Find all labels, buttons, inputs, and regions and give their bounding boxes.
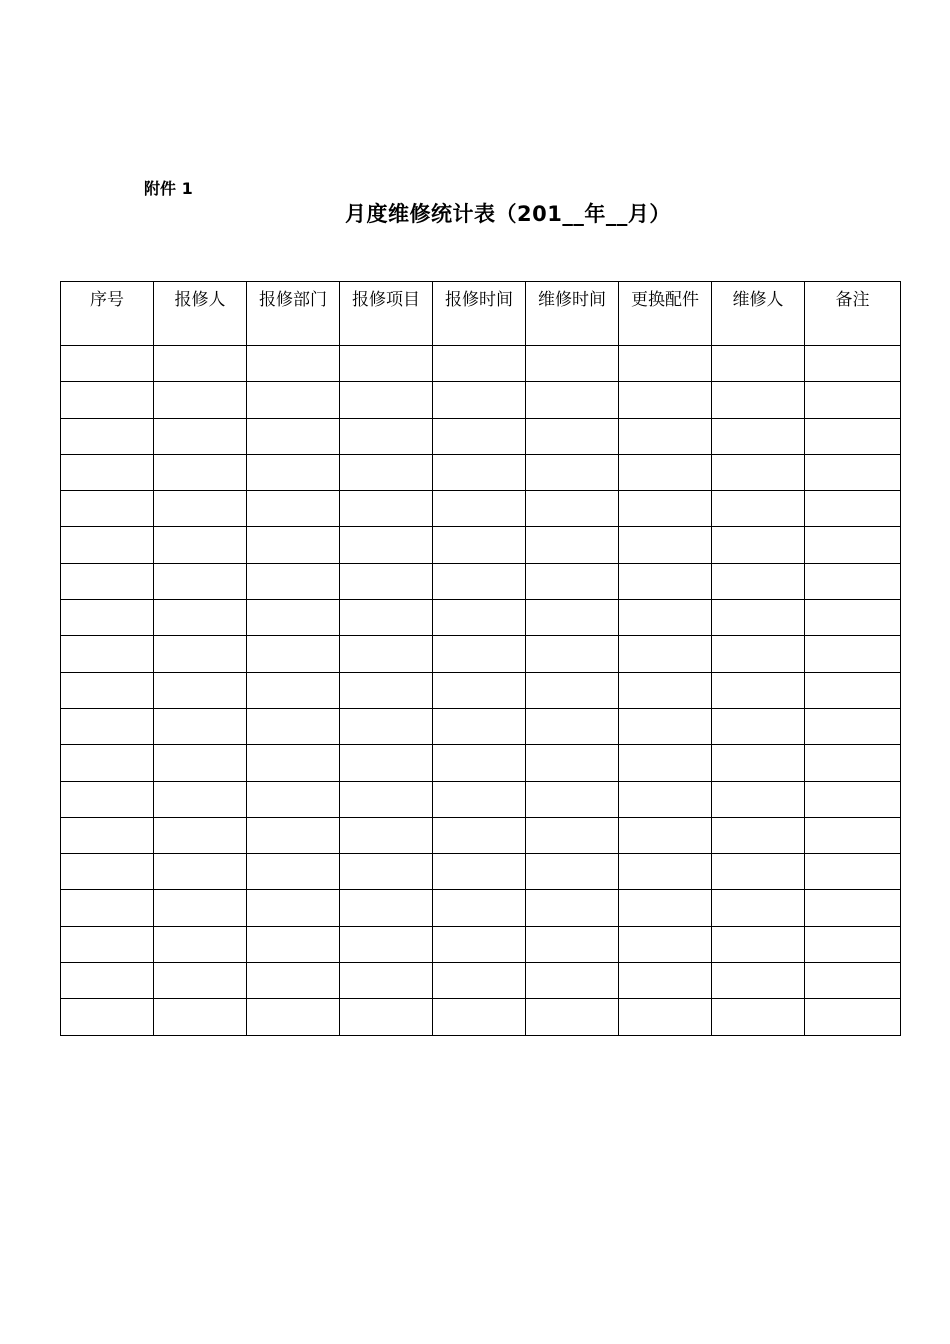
table-cell[interactable] <box>247 854 340 890</box>
table-cell[interactable] <box>526 346 619 382</box>
table-cell[interactable] <box>619 600 712 636</box>
table-cell[interactable] <box>526 890 619 926</box>
table-cell[interactable] <box>805 817 901 853</box>
table-cell[interactable] <box>712 382 805 418</box>
table-cell[interactable] <box>154 781 247 817</box>
table-header-row <box>61 282 901 346</box>
table-row <box>61 890 901 926</box>
table-cell[interactable] <box>433 563 526 599</box>
table-row <box>61 854 901 890</box>
table-cell[interactable] <box>619 346 712 382</box>
table-cell[interactable] <box>247 563 340 599</box>
table-cell[interactable] <box>340 708 433 744</box>
table-cell[interactable] <box>247 999 340 1035</box>
table-cell[interactable] <box>805 636 901 672</box>
table-cell[interactable] <box>154 600 247 636</box>
table-row <box>61 454 901 490</box>
table-cell[interactable] <box>433 636 526 672</box>
table-cell[interactable] <box>247 600 340 636</box>
table-cell[interactable] <box>340 527 433 563</box>
table-cell[interactable] <box>433 708 526 744</box>
table-cell[interactable] <box>433 527 526 563</box>
table-cell[interactable] <box>526 781 619 817</box>
table-cell[interactable] <box>526 854 619 890</box>
table-cell[interactable] <box>247 817 340 853</box>
table-cell[interactable] <box>247 890 340 926</box>
table-cell[interactable] <box>526 563 619 599</box>
table-cell[interactable] <box>61 963 154 999</box>
table-row <box>61 382 901 418</box>
table-cell[interactable] <box>805 745 901 781</box>
table-cell[interactable] <box>526 527 619 563</box>
table-cell[interactable] <box>61 600 154 636</box>
table-cell[interactable] <box>154 854 247 890</box>
table-cell[interactable] <box>805 672 901 708</box>
table-cell[interactable] <box>433 418 526 454</box>
header-repair-time: 维修时间 <box>526 282 619 346</box>
table-cell[interactable] <box>433 890 526 926</box>
table-cell[interactable] <box>712 963 805 999</box>
table-cell[interactable] <box>433 382 526 418</box>
table-cell[interactable] <box>619 563 712 599</box>
table-cell[interactable] <box>154 999 247 1035</box>
table-cell[interactable] <box>61 854 154 890</box>
table-cell[interactable] <box>526 999 619 1035</box>
table-cell[interactable] <box>526 636 619 672</box>
table-cell[interactable] <box>61 817 154 853</box>
table-cell[interactable] <box>247 745 340 781</box>
table-cell[interactable] <box>712 781 805 817</box>
table-cell[interactable] <box>805 781 901 817</box>
table-row <box>61 999 901 1035</box>
table-cell[interactable] <box>154 346 247 382</box>
table-cell[interactable] <box>247 418 340 454</box>
table-row <box>61 346 901 382</box>
table-cell[interactable] <box>154 527 247 563</box>
table-row <box>61 672 901 708</box>
table-cell[interactable] <box>154 418 247 454</box>
table-cell[interactable] <box>526 963 619 999</box>
table-cell[interactable] <box>340 781 433 817</box>
table-cell[interactable] <box>61 346 154 382</box>
table-cell[interactable] <box>61 999 154 1035</box>
table-cell[interactable] <box>526 708 619 744</box>
table-cell[interactable] <box>154 636 247 672</box>
table-cell[interactable] <box>433 454 526 490</box>
table-cell[interactable] <box>433 491 526 527</box>
table-cell[interactable] <box>619 817 712 853</box>
table-cell[interactable] <box>340 346 433 382</box>
table-cell[interactable] <box>619 708 712 744</box>
table-cell[interactable] <box>154 817 247 853</box>
table-cell[interactable] <box>154 708 247 744</box>
table-cell[interactable] <box>805 963 901 999</box>
table-cell[interactable] <box>805 708 901 744</box>
table-cell[interactable] <box>340 454 433 490</box>
table-cell[interactable] <box>247 708 340 744</box>
table-cell[interactable] <box>247 454 340 490</box>
table-cell[interactable] <box>433 672 526 708</box>
header-reporting-department: 报修部门 <box>247 282 340 346</box>
header-replaced-parts: 更换配件 <box>619 282 712 346</box>
table-cell[interactable] <box>340 672 433 708</box>
table-row <box>61 926 901 962</box>
table-row <box>61 563 901 599</box>
table-cell[interactable] <box>619 382 712 418</box>
table-cell[interactable] <box>712 527 805 563</box>
table-cell[interactable] <box>526 817 619 853</box>
table-cell[interactable] <box>433 346 526 382</box>
table-cell[interactable] <box>433 926 526 962</box>
table-cell[interactable] <box>712 418 805 454</box>
table-cell[interactable] <box>619 418 712 454</box>
header-serial-number: 序号 <box>61 282 154 346</box>
table-cell[interactable] <box>340 418 433 454</box>
table-cell[interactable] <box>433 854 526 890</box>
table-cell[interactable] <box>340 491 433 527</box>
table-cell[interactable] <box>61 454 154 490</box>
repair-statistics-table <box>60 281 901 1036</box>
table-cell[interactable] <box>247 346 340 382</box>
table-cell[interactable] <box>433 745 526 781</box>
table-row <box>61 781 901 817</box>
attachment-label: 附件 1 <box>144 179 193 198</box>
table-cell[interactable] <box>340 926 433 962</box>
table-cell[interactable] <box>805 890 901 926</box>
table-cell[interactable] <box>712 890 805 926</box>
table-cell[interactable] <box>712 454 805 490</box>
table-cell[interactable] <box>619 854 712 890</box>
table-cell[interactable] <box>805 382 901 418</box>
table-row <box>61 963 901 999</box>
table-cell[interactable] <box>526 600 619 636</box>
table-cell[interactable] <box>61 636 154 672</box>
table-cell[interactable] <box>619 527 712 563</box>
table-row <box>61 708 901 744</box>
table-cell[interactable] <box>340 563 433 599</box>
header-repairer: 维修人 <box>712 282 805 346</box>
table-cell[interactable] <box>154 745 247 781</box>
table-cell[interactable] <box>712 999 805 1035</box>
table-cell[interactable] <box>340 817 433 853</box>
table-cell[interactable] <box>619 781 712 817</box>
table-row <box>61 817 901 853</box>
table-cell[interactable] <box>340 636 433 672</box>
table-cell[interactable] <box>433 999 526 1035</box>
table-cell[interactable] <box>805 563 901 599</box>
table-cell[interactable] <box>619 999 712 1035</box>
table-cell[interactable] <box>712 491 805 527</box>
table-cell[interactable] <box>61 563 154 599</box>
table-cell[interactable] <box>340 963 433 999</box>
table-cell[interactable] <box>340 999 433 1035</box>
table-cell[interactable] <box>712 745 805 781</box>
table-cell[interactable] <box>61 745 154 781</box>
table-cell[interactable] <box>805 854 901 890</box>
table-cell[interactable] <box>61 926 154 962</box>
table-cell[interactable] <box>526 672 619 708</box>
table-cell[interactable] <box>340 854 433 890</box>
table-cell[interactable] <box>805 454 901 490</box>
header-repair-item: 报修项目 <box>340 282 433 346</box>
table-cell[interactable] <box>712 854 805 890</box>
table-cell[interactable] <box>805 600 901 636</box>
table-cell[interactable] <box>526 491 619 527</box>
table-cell[interactable] <box>619 636 712 672</box>
page-title: 月度维修统计表（201__年__月） <box>345 202 671 226</box>
table-row <box>61 636 901 672</box>
table-cell[interactable] <box>433 600 526 636</box>
table-cell[interactable] <box>61 672 154 708</box>
table-cell[interactable] <box>247 636 340 672</box>
table-cell[interactable] <box>619 672 712 708</box>
table-cell[interactable] <box>247 672 340 708</box>
table-cell[interactable] <box>61 781 154 817</box>
table-cell[interactable] <box>805 527 901 563</box>
table-cell[interactable] <box>247 781 340 817</box>
table-cell[interactable] <box>433 963 526 999</box>
table-cell[interactable] <box>805 491 901 527</box>
table-cell[interactable] <box>712 600 805 636</box>
table-cell[interactable] <box>154 563 247 599</box>
table-cell[interactable] <box>712 926 805 962</box>
table-cell[interactable] <box>154 672 247 708</box>
table-cell[interactable] <box>433 817 526 853</box>
table-cell[interactable] <box>154 963 247 999</box>
table-cell[interactable] <box>712 636 805 672</box>
table-cell[interactable] <box>61 382 154 418</box>
table-cell[interactable] <box>247 527 340 563</box>
table-cell[interactable] <box>526 745 619 781</box>
table-cell[interactable] <box>433 781 526 817</box>
header-report-time: 报修时间 <box>433 282 526 346</box>
table-cell[interactable] <box>61 890 154 926</box>
table-cell[interactable] <box>712 672 805 708</box>
table-cell[interactable] <box>340 382 433 418</box>
table-cell[interactable] <box>154 890 247 926</box>
table-cell[interactable] <box>526 926 619 962</box>
header-remarks: 备注 <box>805 282 901 346</box>
table-row <box>61 418 901 454</box>
table-cell[interactable] <box>61 491 154 527</box>
table-cell[interactable] <box>340 745 433 781</box>
table-cell[interactable] <box>247 382 340 418</box>
table-cell[interactable] <box>619 963 712 999</box>
table-cell[interactable] <box>712 817 805 853</box>
table-cell[interactable] <box>805 926 901 962</box>
table-body <box>61 346 901 1036</box>
table-cell[interactable] <box>340 600 433 636</box>
table-cell[interactable] <box>154 382 247 418</box>
table-cell[interactable] <box>61 708 154 744</box>
header-reporter: 报修人 <box>154 282 247 346</box>
table-cell[interactable] <box>805 418 901 454</box>
table-cell[interactable] <box>619 491 712 527</box>
table-cell[interactable] <box>712 346 805 382</box>
table-cell[interactable] <box>61 527 154 563</box>
table-cell[interactable] <box>247 963 340 999</box>
table-cell[interactable] <box>805 999 901 1035</box>
table-cell[interactable] <box>526 382 619 418</box>
table-row <box>61 527 901 563</box>
table-cell[interactable] <box>247 491 340 527</box>
table-row <box>61 745 901 781</box>
table-cell[interactable] <box>154 491 247 527</box>
table-cell[interactable] <box>712 563 805 599</box>
table-cell[interactable] <box>805 346 901 382</box>
table-cell[interactable] <box>154 926 247 962</box>
table-cell[interactable] <box>247 926 340 962</box>
table-cell[interactable] <box>619 745 712 781</box>
table-cell[interactable] <box>526 454 619 490</box>
table-cell[interactable] <box>61 418 154 454</box>
table-cell[interactable] <box>712 708 805 744</box>
table-cell[interactable] <box>526 418 619 454</box>
table-cell[interactable] <box>619 926 712 962</box>
table-cell[interactable] <box>619 454 712 490</box>
table-cell[interactable] <box>619 890 712 926</box>
table-cell[interactable] <box>340 890 433 926</box>
table-row <box>61 600 901 636</box>
table-row <box>61 491 901 527</box>
table-cell[interactable] <box>154 454 247 490</box>
